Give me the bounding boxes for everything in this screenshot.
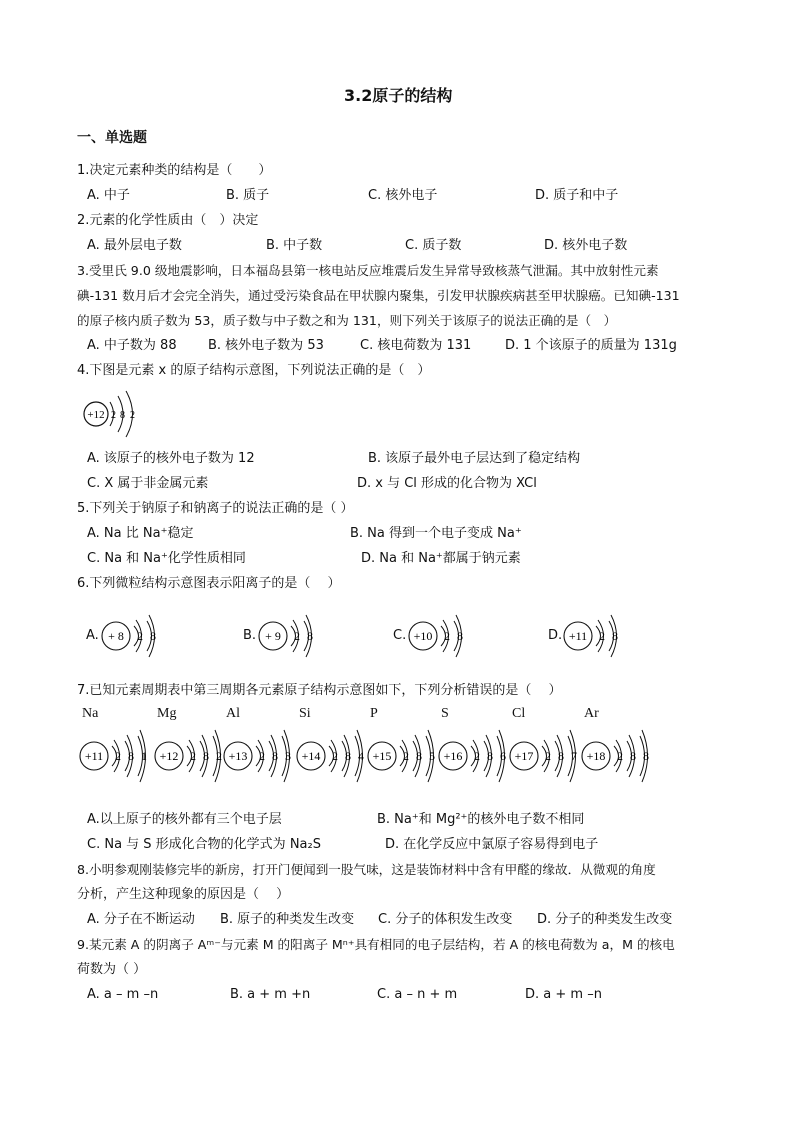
q7-element-symbol: P — [370, 706, 378, 721]
q6-option-letter: D. — [548, 628, 563, 643]
q9-option-b: B. a + m +n — [230, 987, 311, 1002]
shell-electron-count: 8 — [558, 749, 564, 763]
q4-shell-2: 8 — [120, 410, 125, 421]
shell-electron-count: 2 — [403, 749, 409, 763]
q7-element-diagram — [153, 724, 233, 788]
q8-option-d: D. 分子的种类发生改变 — [537, 912, 673, 927]
q8-option-a: A. 分子在不断运动 — [87, 912, 195, 927]
q7-option-b: B. Na⁺和 Mg²⁺的核外电子数不相同 — [377, 812, 585, 827]
q4-shell-3: 2 — [130, 410, 135, 421]
q7-element-diagram — [222, 724, 302, 788]
q7-element-symbol: Cl — [512, 706, 526, 721]
nucleus-label: +15 — [372, 749, 392, 763]
shell-electron-count: 8 — [630, 749, 636, 763]
section-heading: 一、单选题 — [77, 130, 147, 146]
q7-option-c: C. Na 与 S 形成化合物的化学式为 Na₂S — [87, 837, 321, 852]
shell-electron-count: 4 — [358, 749, 364, 763]
question-3-line-2: 碘-131 数月后才会完全消失，通过受污染食品在甲状腺内聚集，引发甲状腺疾病甚至甲状腺癌。已知碘-131 — [77, 288, 680, 303]
question-3-line-1: 3.受里氏 9.0 级地震影响，日本福岛县第一核电站反应堆震后发生异常导致核蒸气泄漏。其中放射性元素 — [77, 263, 659, 278]
q2-option-b: B. 中子数 — [266, 238, 323, 253]
q2-option-a: A. 最外层电子数 — [87, 238, 182, 253]
question-9-line-2: 荷数为（ ） — [77, 962, 147, 977]
q7-element-diagram — [580, 724, 660, 788]
question-2-stem: 2.元素的化学性质由（ ）决定 — [77, 213, 259, 228]
q7-element-symbol: S — [441, 706, 449, 721]
q3-option-a: A. 中子数为 88 — [87, 338, 177, 353]
q7-element-diagram — [78, 724, 158, 788]
shell-electron-count: 1 — [141, 749, 147, 763]
nucleus-label: +11 — [84, 749, 104, 763]
nucleus-label: +10 — [413, 629, 433, 643]
q2-option-c: C. 质子数 — [405, 238, 462, 253]
q6-option-diagram — [257, 604, 323, 668]
shell-electron-count: 6 — [500, 749, 506, 763]
shell-electron-count: 2 — [137, 629, 143, 643]
shell-electron-count: 5 — [429, 749, 435, 763]
q4-option-c: C. X 属于非金属元素 — [87, 476, 209, 491]
q9-option-c: C. a – n + m — [377, 987, 458, 1002]
shell-electron-count: 8 — [612, 629, 618, 643]
q3-option-d: D. 1 个该原子的质量为 131g — [505, 338, 677, 353]
shell-electron-count: 8 — [272, 749, 278, 763]
q6-option-letter: B. — [243, 628, 257, 643]
shell-electron-count: 2 — [617, 749, 623, 763]
q7-element-diagram — [366, 724, 446, 788]
question-7-stem: 7.已知元素周期表中第三周期各元素原子结构示意图如下，下列分析错误的是（ ） — [77, 683, 562, 698]
question-3-line-3: 的原子核内质子数为 53，质子数与中子数之和为 131，则下列关于该原子的说法正确的是（ ） — [77, 313, 617, 328]
shell-electron-count: 2 — [259, 749, 265, 763]
q8-option-b: B. 原子的种类发生改变 — [220, 912, 355, 927]
q6-option-diagram — [562, 604, 628, 668]
q1-option-b: B. 质子 — [226, 188, 270, 203]
nucleus-label: +11 — [568, 629, 588, 643]
q6-option-diagram — [407, 604, 473, 668]
shell-electron-count: 2 — [190, 749, 196, 763]
q1-option-a: A. 中子 — [87, 188, 130, 203]
q4-option-d: D. x 与 Cl 形成的化合物为 XCl — [357, 476, 537, 491]
shell-electron-count: 8 — [150, 629, 156, 643]
nucleus-label: +13 — [228, 749, 248, 763]
q7-element-symbol: Si — [299, 706, 311, 721]
q7-element-symbol: Na — [82, 706, 99, 721]
q7-element-symbol: Ar — [584, 706, 599, 721]
q7-element-diagram — [508, 724, 588, 788]
page-title: 3.2原子的结构 — [344, 86, 453, 105]
q3-option-b: B. 核外电子数为 53 — [208, 338, 324, 353]
q7-option-a: A.以上原子的核外都有三个电子层 — [87, 812, 282, 827]
q7-element-symbol: Al — [226, 706, 240, 721]
question-5-stem: 5.下列关于钠原子和钠离子的说法正确的是（ ） — [77, 501, 354, 516]
shell-electron-count: 8 — [203, 749, 209, 763]
shell-electron-count: 8 — [643, 749, 649, 763]
q5-option-b: B. Na 得到一个电子变成 Na⁺ — [350, 526, 522, 541]
shell-electron-count: 2 — [294, 629, 300, 643]
shell-electron-count: 8 — [307, 629, 313, 643]
question-8-line-2: 分析，产生这种现象的原因是（ ） — [77, 887, 290, 902]
q3-option-c: C. 核电荷数为 131 — [360, 338, 472, 353]
shell-electron-count: 8 — [487, 749, 493, 763]
q4-atom-diagram — [80, 388, 150, 440]
q8-option-c: C. 分子的体积发生改变 — [378, 912, 513, 927]
shell-electron-count: 2 — [545, 749, 551, 763]
q1-option-c: C. 核外电子 — [368, 188, 438, 203]
shell-electron-count: 8 — [128, 749, 134, 763]
q7-option-d: D. 在化学反应中氯原子容易得到电子 — [385, 837, 599, 852]
question-8-line-1: 8.小明参观刚装修完毕的新房，打开门便闻到一股气味，这是装饰材料中含有甲醛的缘故．从微观的角度 — [77, 862, 656, 877]
q9-option-a: A. a – m –n — [87, 987, 159, 1002]
nucleus-label: +18 — [586, 749, 606, 763]
q6-option-letter: A. — [86, 628, 99, 643]
q7-element-diagram — [437, 724, 517, 788]
q4-nucleus-label: +12 — [87, 409, 105, 421]
shell-electron-count: 3 — [285, 749, 291, 763]
q4-option-a: A. 该原子的核外电子数为 12 — [87, 451, 255, 466]
q4-option-b: B. 该原子最外电子层达到了稳定结构 — [368, 451, 581, 466]
nucleus-label: + 8 — [108, 629, 124, 643]
nucleus-label: +17 — [514, 749, 534, 763]
shell-electron-count: 2 — [332, 749, 338, 763]
shell-electron-count: 2 — [216, 749, 222, 763]
nucleus-label: +12 — [159, 749, 179, 763]
q5-option-d: D. Na 和 Na⁺都属于钠元素 — [361, 551, 521, 566]
question-6-stem: 6.下列微粒结构示意图表示阳离子的是（ ） — [77, 576, 341, 591]
q5-option-c: C. Na 和 Na⁺化学性质相同 — [87, 551, 246, 566]
shell-electron-count: 8 — [345, 749, 351, 763]
q9-option-d: D. a + m –n — [525, 987, 602, 1002]
nucleus-label: + 9 — [265, 629, 281, 643]
q7-element-symbol: Mg — [157, 706, 177, 721]
nucleus-label: +14 — [301, 749, 321, 763]
shell-electron-count: 2 — [474, 749, 480, 763]
shell-electron-count: 7 — [571, 749, 577, 763]
nucleus-label: +16 — [443, 749, 463, 763]
shell-electron-count: 2 — [115, 749, 121, 763]
shell-electron-count: 2 — [599, 629, 605, 643]
question-1-stem: 1.决定元素种类的结构是（ ） — [77, 163, 272, 178]
q5-option-a: A. Na 比 Na⁺稳定 — [87, 526, 194, 541]
question-4-stem: 4.下图是元素 x 的原子结构示意图，下列说法正确的是（ ） — [77, 363, 431, 378]
question-9-line-1: 9.某元素 A 的阴离子 Aᵐ⁻与元素 M 的阳离子 Mⁿ⁺具有相同的电子层结构，若 A 的核电荷数为 a，M 的核电 — [77, 937, 675, 952]
q6-option-letter: C. — [393, 628, 407, 643]
shell-electron-count: 8 — [416, 749, 422, 763]
q2-option-d: D. 核外电子数 — [544, 238, 628, 253]
q1-option-d: D. 质子和中子 — [535, 188, 619, 203]
q4-shell-1: 2 — [111, 410, 116, 421]
q6-option-diagram — [100, 604, 166, 668]
q7-element-diagram — [295, 724, 375, 788]
shell-electron-count: 8 — [457, 629, 463, 643]
shell-electron-count: 2 — [444, 629, 450, 643]
